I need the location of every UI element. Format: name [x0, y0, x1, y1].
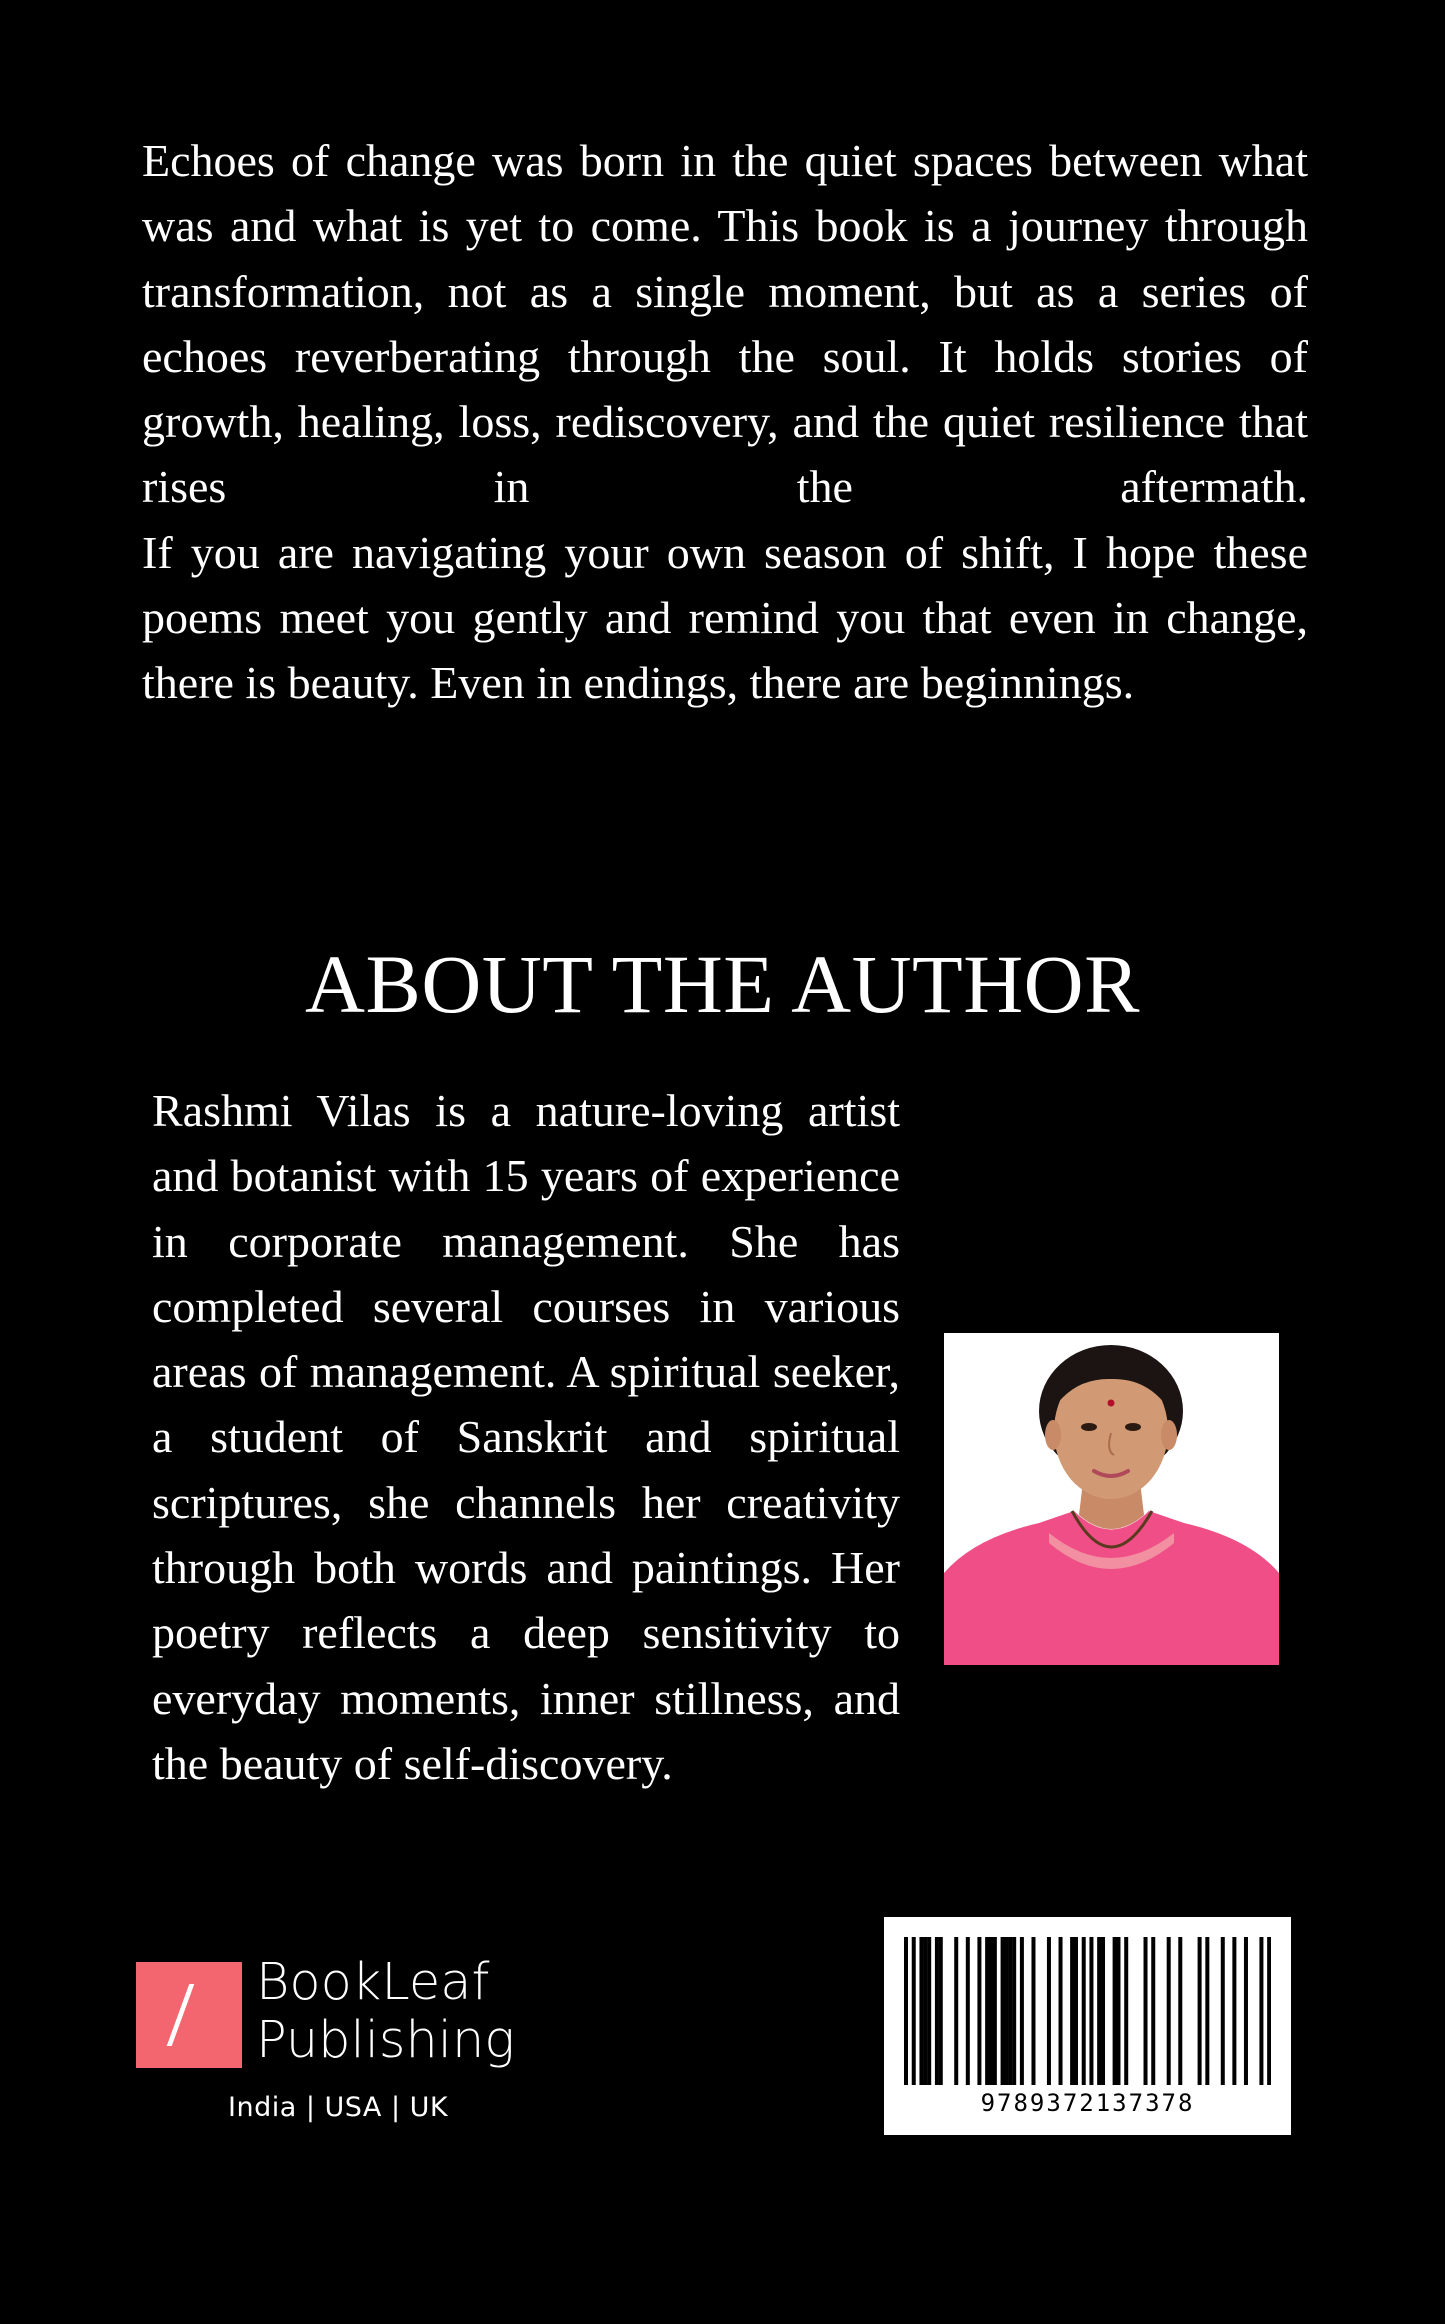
barcode-bar — [912, 1937, 916, 2085]
barcode-bar — [989, 1937, 993, 2085]
barcode-bar — [1047, 1937, 1051, 2085]
barcode-bar — [1031, 1937, 1035, 2085]
barcode-bar — [939, 1937, 943, 2085]
barcode-bar — [1232, 1937, 1236, 2085]
barcode-bar — [993, 1937, 997, 2085]
barcode-bar — [985, 1937, 989, 2085]
author-photo — [944, 1333, 1279, 1665]
author-portrait-illustration — [944, 1333, 1279, 1665]
barcode-bar — [1244, 1937, 1248, 2085]
barcode-bar — [1267, 1937, 1271, 2085]
barcode-bar — [927, 1937, 931, 2085]
barcode-bar — [1059, 1937, 1063, 2085]
barcode-bar — [1008, 1937, 1012, 2085]
barcode-bar — [1089, 1937, 1093, 2085]
about-author-heading: ABOUT THE AUTHOR — [305, 938, 1140, 1030]
isbn-barcode — [884, 1917, 1291, 2135]
publisher-name-line-2: Publishing — [256, 2011, 515, 2070]
isbn-number: 9789372137378 — [980, 2089, 1195, 2117]
publisher-name — [256, 1954, 515, 2070]
barcode-bar — [1124, 1937, 1128, 2085]
barcode-bar — [977, 1937, 981, 2085]
barcode-bar — [904, 1937, 908, 2085]
barcode-bar — [923, 1937, 927, 2085]
back-cover-blurb — [142, 128, 1308, 716]
barcode-bar — [954, 1937, 958, 2085]
barcode-bar — [1001, 1937, 1005, 2085]
barcode-bar — [1259, 1937, 1263, 2085]
barcode-bar — [1097, 1937, 1101, 2085]
author-bio: Rashmi Vilas is a nature-loving artist and botanist with 15 years of experience in corporate management. She has completed several courses in various areas of management. A spiritual seeker, a student of Sanskrit and spiritual scriptures, she channels her creativity through both words and paintings. Her poetry reflects a deep sensitivity to everyday moments, inner stillness, and the beauty of self-discovery. — [152, 1085, 900, 1789]
barcode-bars — [904, 1937, 1271, 2085]
barcode-bar — [1178, 1937, 1182, 2085]
barcode-bar — [1012, 1937, 1016, 2085]
barcode-bar — [919, 1937, 923, 2085]
barcode-bar — [1101, 1937, 1105, 2085]
barcode-bar — [1167, 1937, 1171, 2085]
publisher-regions: India | USA | UK — [228, 2092, 449, 2123]
barcode-bar — [1113, 1937, 1117, 2085]
barcode-bar — [1004, 1937, 1008, 2085]
blurb-paragraph-1: Echoes of change was born in the quiet spaces between what was and what is yet to come. This book is a journey through transformation, not as a single moment, but as a series of echoes reverberating through the soul. It holds stories of growth, healing, loss, rediscovery, and the quiet resilience that rises in the aftermath. — [142, 135, 1308, 513]
barcode-bar — [1144, 1937, 1148, 2085]
barcode-bar — [1205, 1937, 1209, 2085]
barcode-bar — [1020, 1937, 1024, 2085]
barcode-bar — [935, 1937, 939, 2085]
barcode-bar — [1198, 1937, 1202, 2085]
blurb-paragraph-2: If you are navigating your own season of shift, I hope these poems meet you gently and remind you that even in change, there is beauty. Even in endings, there are beginnings. — [142, 526, 1308, 709]
barcode-bar — [1082, 1937, 1086, 2085]
barcode-bar — [1074, 1937, 1078, 2085]
slash-icon — [167, 1984, 195, 2046]
publisher-name-line-1: BookLeaf — [256, 1953, 490, 2012]
barcode-bar — [1151, 1937, 1155, 2085]
barcode-bar — [966, 1937, 970, 2085]
barcode-bar — [1116, 1937, 1120, 2085]
barcode-bar — [1221, 1937, 1225, 2085]
barcode-bar — [1070, 1937, 1074, 2085]
logo-mark — [136, 1962, 242, 2068]
